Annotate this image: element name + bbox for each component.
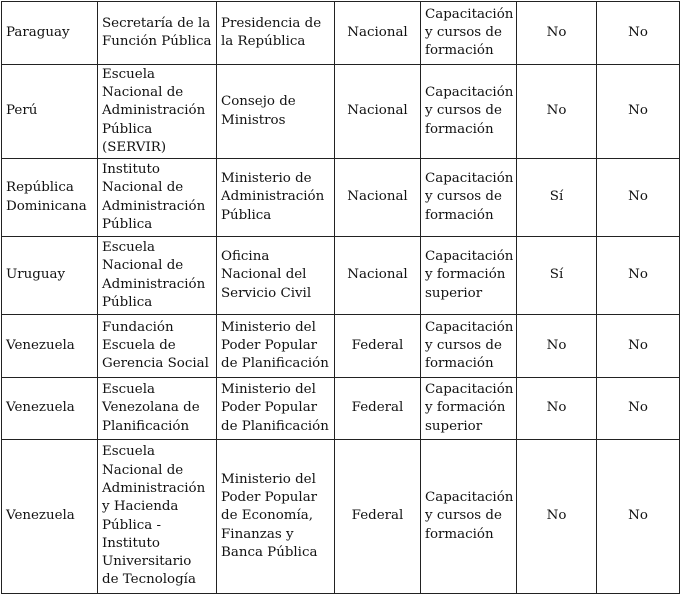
dependency-cell: Presidencia de la República <box>217 2 335 65</box>
table-row <box>2 159 680 237</box>
type-cell: Capacitación y cursos de formación <box>421 65 517 159</box>
country-cell: Venezuela <box>2 315 98 378</box>
country-cell: República Dominicana <box>2 159 98 237</box>
yes-no-cell: No <box>597 2 680 65</box>
institution-cell: Escuela Nacional de Administración Pública (SERVIR) <box>98 65 217 159</box>
institutions-table <box>1 1 680 594</box>
institution-cell: Escuela Venezolana de Planificación <box>98 378 217 440</box>
scope-cell: Nacional <box>335 2 421 65</box>
yes-no-cell: No <box>597 159 680 237</box>
yes-no-cell: No <box>597 65 680 159</box>
country-cell: Venezuela <box>2 440 98 594</box>
institution-cell: Instituto Nacional de Administración Pública <box>98 159 217 237</box>
scope-cell: Nacional <box>335 65 421 159</box>
table-row <box>2 237 680 315</box>
type-cell: Capacitación y formación superior <box>421 378 517 440</box>
dependency-cell: Ministerio del Poder Popular de Economía, Finanzas y Banca Pública <box>217 440 335 594</box>
dependency-cell: Ministerio de Administración Pública <box>217 159 335 237</box>
type-cell: Capacitación y cursos de formación <box>421 315 517 378</box>
type-cell: Capacitación y cursos de formación <box>421 440 517 594</box>
dependency-cell: Ministerio del Poder Popular de Planificación <box>217 315 335 378</box>
table-row <box>2 2 680 65</box>
yes-no-cell: No <box>597 440 680 594</box>
scope-cell: Nacional <box>335 159 421 237</box>
table-body <box>2 2 680 594</box>
yes-no-cell: No <box>597 315 680 378</box>
table-row <box>2 315 680 378</box>
scope-cell: Nacional <box>335 237 421 315</box>
institution-cell: Secretaría de la Función Pública <box>98 2 217 65</box>
country-cell: Perú <box>2 65 98 159</box>
table-row <box>2 378 680 440</box>
scope-cell: Federal <box>335 378 421 440</box>
dependency-cell: Ministerio del Poder Popular de Planificación <box>217 378 335 440</box>
scope-cell: Federal <box>335 315 421 378</box>
country-cell: Uruguay <box>2 237 98 315</box>
table-row <box>2 65 680 159</box>
institution-cell: Escuela Nacional de Administración y Hacienda Pública - Instituto Universitario de Tecnología <box>98 440 217 594</box>
scope-cell: Federal <box>335 440 421 594</box>
yes-no-cell: No <box>597 237 680 315</box>
yes-no-cell: No <box>517 65 597 159</box>
table-row <box>2 440 680 594</box>
yes-no-cell: No <box>597 378 680 440</box>
type-cell: Capacitación y cursos de formación <box>421 159 517 237</box>
yes-no-cell: No <box>517 315 597 378</box>
institution-cell: Fundación Escuela de Gerencia Social <box>98 315 217 378</box>
yes-no-cell: No <box>517 440 597 594</box>
institution-cell: Escuela Nacional de Administración Pública <box>98 237 217 315</box>
dependency-cell: Consejo de Ministros <box>217 65 335 159</box>
yes-no-cell: Sí <box>517 237 597 315</box>
country-cell: Paraguay <box>2 2 98 65</box>
yes-no-cell: No <box>517 378 597 440</box>
dependency-cell: Oficina Nacional del Servicio Civil <box>217 237 335 315</box>
type-cell: Capacitación y formación superior <box>421 237 517 315</box>
yes-no-cell: Sí <box>517 159 597 237</box>
country-cell: Venezuela <box>2 378 98 440</box>
type-cell: Capacitación y cursos de formación <box>421 2 517 65</box>
yes-no-cell: No <box>517 2 597 65</box>
